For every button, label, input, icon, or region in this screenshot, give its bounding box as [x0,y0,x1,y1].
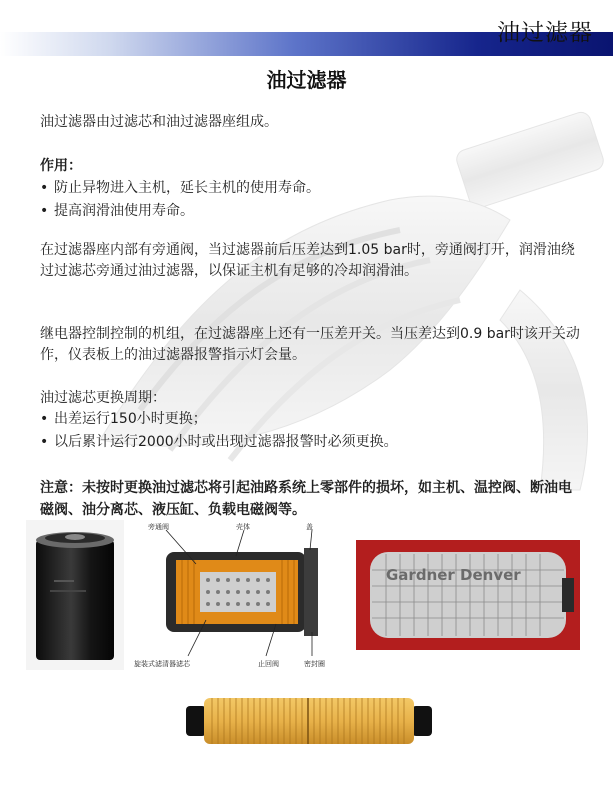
usage-list [40,178,580,224]
pleated-filter-element-image [180,686,438,758]
filter-cutaway-diagram [126,520,344,670]
warning-text: 注意：未按时更换油过滤芯将引起油路系统上零部件的损坏，如主机、温控阀、断油电磁阀、油分离芯、液压缸、负载电磁阀等。 [40,480,572,518]
cutaway-label-seal: 密封圈 [304,660,325,668]
list-item: • 提高润滑油使用寿命。 [40,201,580,222]
gardner-denver-element-image [356,540,580,650]
bypass-valve-text: 在过滤器座内部有旁通阀，当过滤器前后压差达到1.05 bar时，旁通阀打开，润滑油绕过过滤芯旁通过油过滤器，以保证主机有足够的冷却润滑油。 [40,242,575,279]
brand-text: Gardner Denver [386,566,521,584]
usage-heading: 作用： [40,158,82,174]
cutaway-label-housing: 壳体 [236,523,250,531]
cutaway-label-cover: 盖 [306,523,313,531]
cutaway-label-check-valve: 止回阀 [258,660,279,668]
intro-text: 油过滤器由过滤芯和油过滤器座组成。 [40,114,278,130]
pressure-switch-text: 继电器控制控制的机组，在过滤器座上还有一压差开关。当压差达到0.9 bar时该开关动作，仪表板上的油过滤器报警指示灯会量。 [40,326,580,363]
page-header [0,0,613,56]
cutaway-label-bypass: 旁通阀 [148,523,169,531]
cutaway-label-element: 旋装式滤清器滤芯 [134,660,190,668]
header-title: 油过滤器 [497,20,593,46]
page-title: 油过滤器 [266,68,347,92]
replacement-list [40,409,580,455]
replacement-heading: 油过滤芯更换周期： [40,390,166,406]
list-item: • 出差运行150小时更换； [40,409,580,430]
spin-on-filter-image [26,520,124,670]
list-item: • 以后累计运行2000小时或出现过滤器报警时必须更换。 [40,432,580,453]
list-item: • 防止异物进入主机，延长主机的使用寿命。 [40,178,580,199]
